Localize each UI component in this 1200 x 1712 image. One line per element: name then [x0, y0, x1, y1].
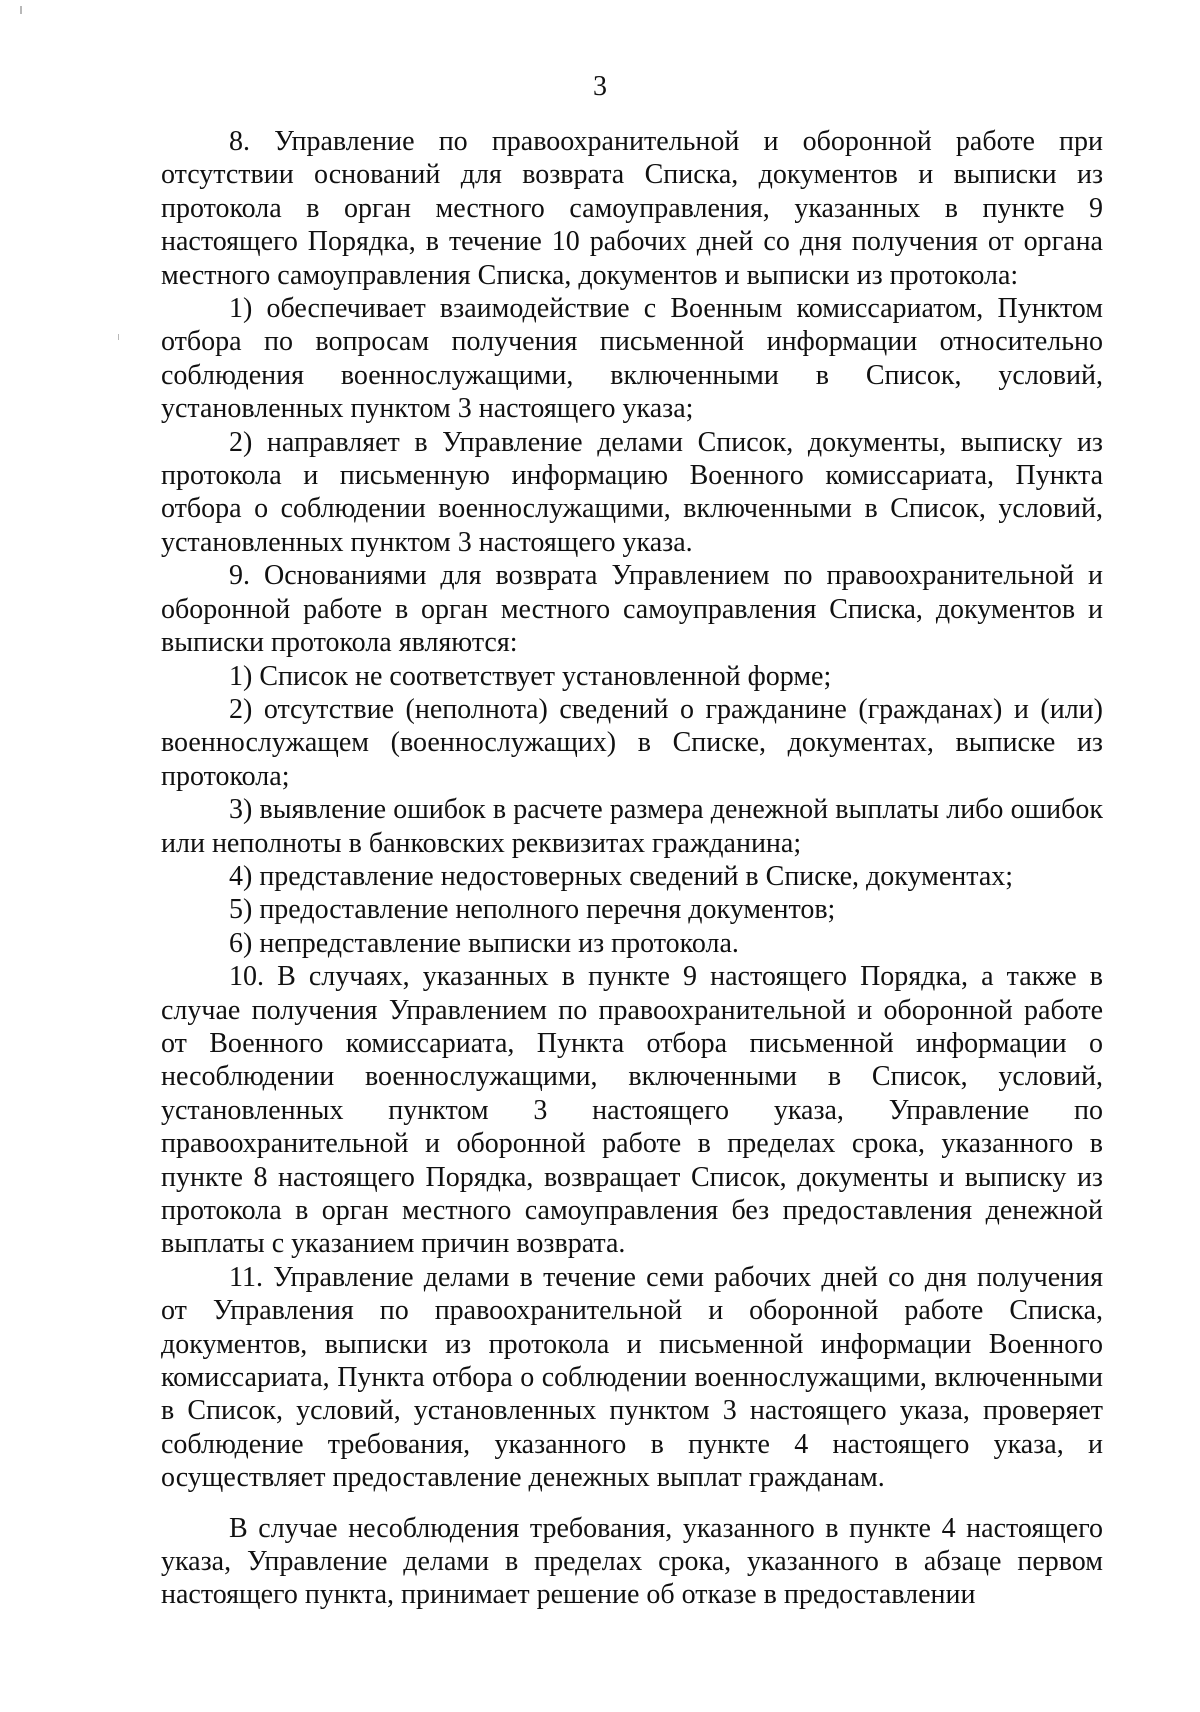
- paragraph-8-item-1: 1) обеспечивает взаимодействие с Военным комиссариатом, Пунктом отбора по вопросам получения письменной информации относительно соблюдения военнослужащими, включенными в Список, условий, установленных пунктом 3 настоящего указа;: [161, 293, 1103, 425]
- scan-artifact: [118, 334, 119, 340]
- paragraph-9-item-4: 4) представление недостоверных сведений в Списке, документах;: [229, 860, 1014, 892]
- scan-artifact: [20, 6, 22, 14]
- paragraph-9-item-2: 2) отсутствие (неполнота) сведений о гражданине (гражданах) и (или) военнослужащем (военнослужащих) в Списке, документах, выписке из протокола;: [161, 693, 1103, 792]
- paragraph-11-continuation: В случае несоблюдения требования, указанного в пункте 4 настоящего указа, Управление делами в пределах срока, указанного в абзаце первом настоящего пункта, принимает решение об отказе в предоставлении: [161, 1512, 1103, 1611]
- paragraph-9: 9. Основаниями для возврата Управлением по правоохранительной и оборонной работе в орган местного самоуправления Списка, документов и выписки протокола являются:: [161, 560, 1103, 659]
- paragraph-9-item-1: 1) Список не соответствует установленной форме;: [229, 660, 832, 692]
- page-number: 3: [593, 71, 607, 102]
- paragraph-10: 10. В случаях, указанных в пункте 9 настоящего Порядка, а также в случае получения Управлением по правоохранительной и оборонной работе от Военного комиссариата, Пункта отбора письменной информации о несоблюдении военнослужащими, включенными в Список, условий, установленных пунктом 3 настоящего указа, Управление по правоохранительной и оборонной работе в пределах срока, указанного в пункте 8 настоящего Порядка, возвращает Список, документы и выписку из протокола в орган местного самоуправления без предоставления денежной выплаты с указанием причин возврата.: [161, 961, 1103, 1260]
- paragraph-9-item-3: 3) выявление ошибок в расчете размера денежной выплаты либо ошибок или неполноты в банковских реквизитах гражданина;: [161, 794, 1103, 859]
- paragraph-9-item-6: 6) непредставление выписки из протокола.: [229, 927, 739, 959]
- paragraph-8: 8. Управление по правоохранительной и оборонной работе при отсутствии оснований для возврата Списка, документов и выписки из протокола в орган местного самоуправления, указанных в пункте 9 настоящего Порядка, в течение 10 рабочих дней со дня получения от органа местного самоуправления Списка, документов и выписки из протокола:: [161, 126, 1103, 291]
- paragraph-8-item-2: 2) направляет в Управление делами Список, документы, выписку из протокола и письменную информацию Военного комиссариата, Пункта отбора о соблюдении военнослужащими, включенными в Список, условий, установленных пунктом 3 настоящего указа.: [161, 426, 1103, 558]
- paragraph-9-item-5: 5) предоставление неполного перечня документов;: [229, 894, 836, 926]
- paragraph-11: 11. Управление делами в течение семи рабочих дней со дня получения от Управления по правоохранительной и оборонной работе Списка, документов, выписки из протокола и письменной информации Военного комиссариата, Пункта отбора о соблюдении военнослужащими, включенными в Список, условий, установленных пунктом 3 настоящего указа, проверяет соблюдение требования, указанного в пункте 4 настоящего указа, и осуществляет предоставление денежных выплат гражданам.: [161, 1261, 1103, 1494]
- document-body: [161, 125, 1103, 1612]
